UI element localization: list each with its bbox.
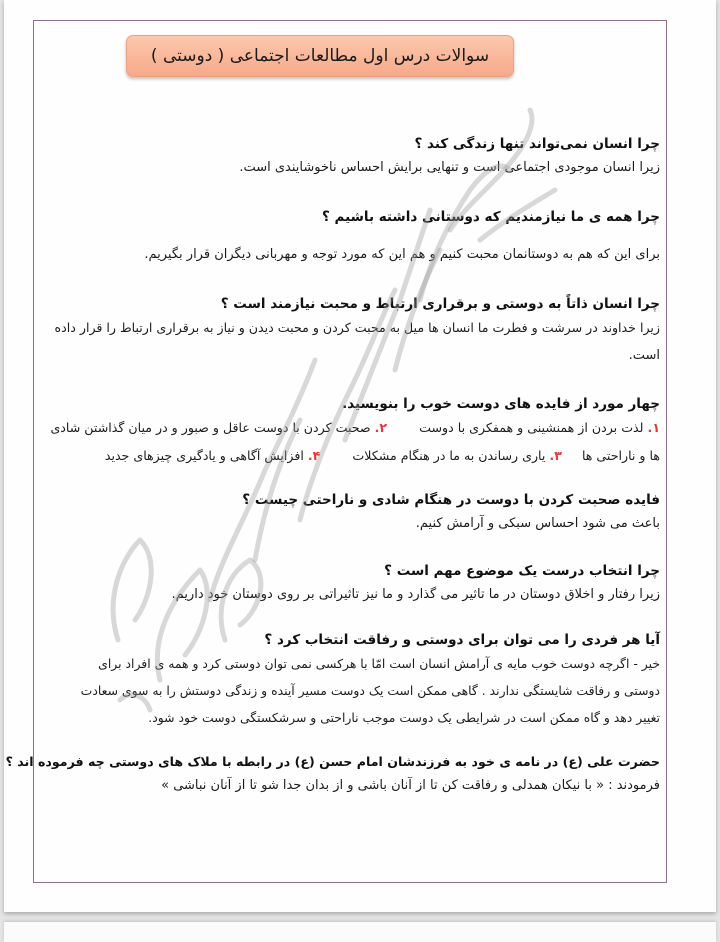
document-title: سوالات درس اول مطالعات اجتماعی ( دوستی ) (150, 46, 490, 66)
qa-item-3 (50, 294, 660, 370)
answer-line: است. (628, 348, 660, 363)
benefit-text: ها و ناراحتی ها (581, 448, 660, 463)
question: چرا همه ی ما نیازمندیم که دوستانی داشته باشیم ؟ (321, 209, 660, 225)
question: چرا انتخاب درست یک موضوع مهم است ؟ (384, 563, 660, 579)
question: حضرت علی (ع) در نامه ی خود به فرزندشان امام حسن (ع) در رابطه با ملاک های دوستی چه فرموده اند ؟ (5, 754, 660, 769)
benefit-number: ۴. (307, 448, 321, 463)
question: آیا هر فردی را می توان برای دوستی و رفاقت انتخاب کرد ؟ (264, 632, 660, 648)
benefits-line-2 (46, 442, 660, 469)
qa-item-6 (10, 561, 660, 609)
answer: برای این که هم به دوستانمان محبت کنیم و هم این که مورد توجه و مهربانی دیگران قرار بگیریم. (144, 247, 660, 262)
qa-item-8 (5, 752, 660, 800)
answer: باعث می شود احساس سبکی و آرامش کنیم. (415, 516, 660, 531)
answer: زیرا رفتار و اخلاق دوستان در ما تاثیر می گذارد و ما نیز تاثیراتی بر روی دوستان خود داریم. (171, 587, 660, 602)
question: چرا انسان ذاتاً به دوستی و برقراری ارتباط و محبت نیازمند است ؟ (220, 296, 660, 312)
answer: زیرا انسان موجودی اجتماعی است و تنهایی برایش احساس ناخوشایندی است. (239, 160, 660, 175)
next-page-edge (4, 922, 716, 942)
benefits-line-1 (46, 414, 660, 442)
qa-item-2 (10, 207, 660, 269)
benefit-number: ۱. (647, 420, 660, 435)
question: چرا انسان نمی‌تواند تنها زندگی کند ؟ (414, 136, 660, 152)
answer-line: زیرا خداوند در سرشت و فطرت ما انسان ها میل به محبت کردن و محبت دیدن و نیاز به برقراری ارتباط را قرار داده (54, 320, 660, 335)
qa-item-1 (10, 134, 660, 182)
qa-item-4 (46, 394, 660, 469)
benefit-text: لذت بردن از همنشینی و همفکری با دوست (419, 420, 644, 435)
benefit-text: افزایش آگاهی و یادگیری چیزهای جدید (104, 448, 304, 463)
benefit-text: صحبت کردن با دوست عاقل و صبور و در میان گذاشتن شادی (50, 420, 371, 435)
qa-item-5 (10, 490, 660, 538)
benefit-number: ۳. (549, 448, 562, 463)
benefit-text: یاری رساندن به ما در هنگام مشکلات (352, 448, 546, 463)
qa-item-7 (50, 630, 660, 731)
answer-line: خیر - اگرچه دوست خوب مایه ی آرامش انسان است امّا با هرکسی نمی توان دوستی کرد و همه ی افراد برای (98, 656, 660, 671)
question: چهار مورد از فایده های دوست خوب را بنویسید. (342, 396, 660, 412)
answer-line: دوستی و رفاقت شایستگی ندارند . گاهی ممکن است یک دوست مسیر آینده و زندگی دوستش را به سوی سعادت (80, 683, 660, 698)
document-title-banner (126, 35, 514, 77)
answer: فرمودند : « با نیکان همدلی و رفاقت کن تا از آنان باشی و از بدان جدا شو تا از آنان نباشی » (161, 778, 660, 793)
answer-line: تغییر دهد و گاه ممکن است در شرایطی یک دوست موجب ناراحتی و سرشکستگی دوست خود شود. (148, 710, 660, 725)
benefit-number: ۲. (374, 420, 388, 435)
question: فایده صحبت کردن با دوست در هنگام شادی و ناراحتی چیست ؟ (242, 492, 660, 508)
